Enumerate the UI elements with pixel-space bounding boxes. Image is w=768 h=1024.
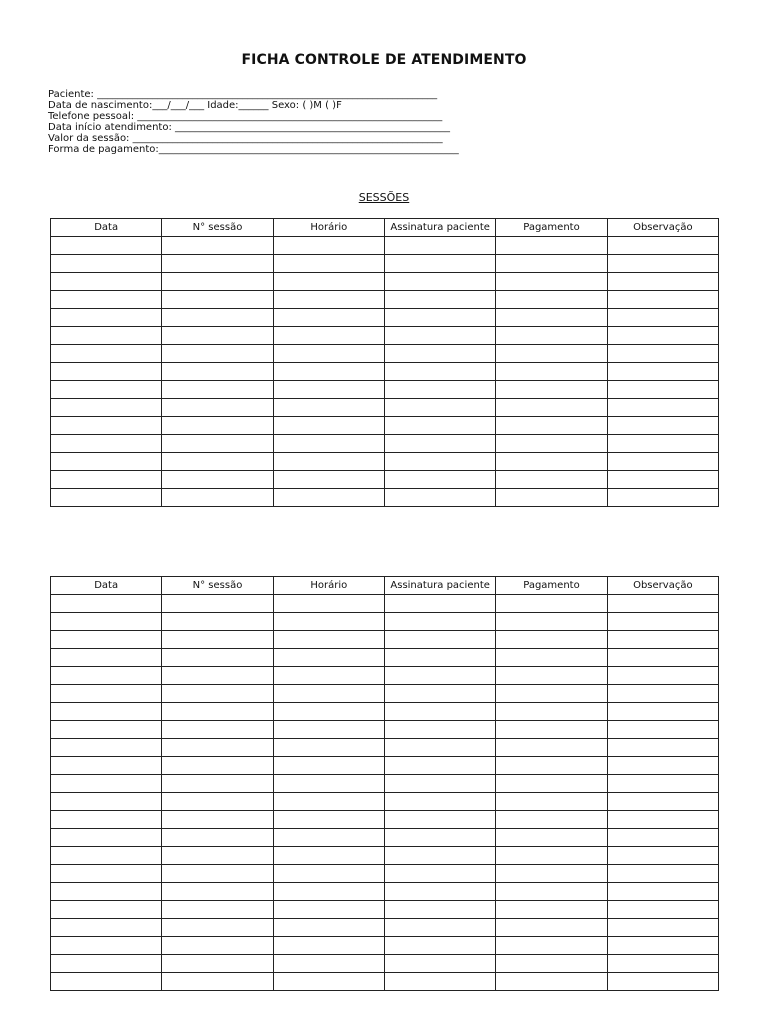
table-cell[interactable] bbox=[384, 291, 495, 309]
table-cell[interactable] bbox=[273, 919, 384, 937]
table-cell[interactable] bbox=[162, 363, 273, 381]
table-cell[interactable] bbox=[51, 273, 162, 291]
table-cell[interactable] bbox=[51, 613, 162, 631]
field-data-nascimento[interactable]: Data de nascimento:___/___/___ Idade:______ Sexo: ( )M ( )F bbox=[48, 100, 342, 111]
table-cell[interactable] bbox=[496, 901, 607, 919]
table-cell[interactable] bbox=[496, 775, 607, 793]
table-cell[interactable] bbox=[51, 955, 162, 973]
table-row bbox=[51, 973, 719, 991]
table-cell[interactable] bbox=[607, 865, 718, 883]
table-cell[interactable] bbox=[273, 381, 384, 399]
table-cell[interactable] bbox=[273, 399, 384, 417]
table-cell[interactable] bbox=[51, 255, 162, 273]
table-cell[interactable] bbox=[607, 721, 718, 739]
table-cell[interactable] bbox=[607, 435, 718, 453]
table-cell[interactable] bbox=[384, 667, 495, 685]
table-cell[interactable] bbox=[162, 631, 273, 649]
table-cell[interactable] bbox=[496, 237, 607, 255]
table-cell[interactable] bbox=[607, 829, 718, 847]
table-cell[interactable] bbox=[273, 273, 384, 291]
table-cell[interactable] bbox=[162, 811, 273, 829]
table-cell[interactable] bbox=[162, 757, 273, 775]
table-cell[interactable] bbox=[384, 829, 495, 847]
table-cell[interactable] bbox=[496, 363, 607, 381]
table-cell[interactable] bbox=[496, 291, 607, 309]
table-cell[interactable] bbox=[607, 631, 718, 649]
table-cell[interactable] bbox=[384, 739, 495, 757]
table-cell[interactable] bbox=[607, 757, 718, 775]
table-cell[interactable] bbox=[384, 237, 495, 255]
table-cell[interactable] bbox=[273, 613, 384, 631]
table-cell[interactable] bbox=[496, 955, 607, 973]
table-cell[interactable] bbox=[51, 703, 162, 721]
table-cell[interactable] bbox=[162, 435, 273, 453]
table-cell[interactable] bbox=[51, 649, 162, 667]
table-cell[interactable] bbox=[496, 865, 607, 883]
table-row bbox=[51, 291, 719, 309]
table-row bbox=[51, 937, 719, 955]
table-cell[interactable] bbox=[607, 973, 718, 991]
table-cell[interactable] bbox=[496, 829, 607, 847]
table-cell[interactable] bbox=[273, 595, 384, 613]
table-cell[interactable] bbox=[607, 847, 718, 865]
table-cell[interactable] bbox=[51, 381, 162, 399]
table-row bbox=[51, 721, 719, 739]
table-row bbox=[51, 883, 719, 901]
table-cell[interactable] bbox=[51, 829, 162, 847]
table-cell[interactable] bbox=[162, 613, 273, 631]
table-cell[interactable] bbox=[384, 327, 495, 345]
table-cell[interactable] bbox=[384, 309, 495, 327]
table-row bbox=[51, 237, 719, 255]
table-cell[interactable] bbox=[496, 435, 607, 453]
table-cell[interactable] bbox=[273, 649, 384, 667]
table-cell[interactable] bbox=[162, 703, 273, 721]
table-cell[interactable] bbox=[273, 901, 384, 919]
table-row bbox=[51, 309, 719, 327]
table-cell[interactable] bbox=[384, 811, 495, 829]
table-cell[interactable] bbox=[607, 685, 718, 703]
table-cell[interactable] bbox=[384, 919, 495, 937]
table-row bbox=[51, 255, 719, 273]
table-row bbox=[51, 901, 719, 919]
table-cell[interactable] bbox=[607, 471, 718, 489]
table-cell[interactable] bbox=[496, 685, 607, 703]
table-cell[interactable] bbox=[162, 291, 273, 309]
table-cell[interactable] bbox=[51, 793, 162, 811]
table-cell[interactable] bbox=[496, 919, 607, 937]
table-cell[interactable] bbox=[607, 739, 718, 757]
table-cell[interactable] bbox=[607, 255, 718, 273]
table-cell[interactable] bbox=[496, 255, 607, 273]
table-cell[interactable] bbox=[273, 345, 384, 363]
table-cell[interactable] bbox=[273, 327, 384, 345]
table-row bbox=[51, 793, 719, 811]
table-cell[interactable] bbox=[384, 937, 495, 955]
table-cell[interactable] bbox=[51, 345, 162, 363]
table-cell[interactable] bbox=[384, 417, 495, 435]
table-cell[interactable] bbox=[273, 291, 384, 309]
table-cell[interactable] bbox=[384, 595, 495, 613]
table-cell[interactable] bbox=[496, 309, 607, 327]
table-row bbox=[51, 595, 719, 613]
table-cell[interactable] bbox=[162, 883, 273, 901]
table-row bbox=[51, 829, 719, 847]
table-cell[interactable] bbox=[607, 703, 718, 721]
table-row bbox=[51, 775, 719, 793]
table-cell[interactable] bbox=[273, 883, 384, 901]
table-body bbox=[51, 595, 719, 991]
table-cell[interactable] bbox=[384, 721, 495, 739]
form-title: FICHA CONTROLE DE ATENDIMENTO bbox=[241, 52, 527, 68]
table-cell[interactable] bbox=[384, 973, 495, 991]
table-row bbox=[51, 327, 719, 345]
table-cell[interactable] bbox=[162, 793, 273, 811]
field-forma-pagamento[interactable]: Forma de pagamento:____________________________________________________________ bbox=[48, 144, 459, 155]
table-cell[interactable] bbox=[162, 667, 273, 685]
table-cell[interactable] bbox=[273, 417, 384, 435]
sessions-table-2 bbox=[50, 576, 719, 991]
table-row bbox=[51, 685, 719, 703]
column-header-data: Data bbox=[51, 577, 162, 595]
column-header-observacao: Observação bbox=[607, 577, 718, 595]
table-cell[interactable] bbox=[273, 255, 384, 273]
table-row bbox=[51, 399, 719, 417]
table-cell[interactable] bbox=[607, 237, 718, 255]
table-cell[interactable] bbox=[384, 399, 495, 417]
table-cell[interactable] bbox=[51, 811, 162, 829]
table-cell[interactable] bbox=[51, 937, 162, 955]
table-cell[interactable] bbox=[607, 417, 718, 435]
table-cell[interactable] bbox=[162, 865, 273, 883]
table-cell[interactable] bbox=[607, 363, 718, 381]
table-cell[interactable] bbox=[496, 453, 607, 471]
table-cell[interactable] bbox=[273, 775, 384, 793]
table-cell[interactable] bbox=[51, 883, 162, 901]
table-cell[interactable] bbox=[51, 309, 162, 327]
column-header-numero-sessao: N° sessão bbox=[162, 577, 273, 595]
table-cell[interactable] bbox=[384, 757, 495, 775]
table-row bbox=[51, 811, 719, 829]
table-cell[interactable] bbox=[384, 345, 495, 363]
table-cell[interactable] bbox=[384, 255, 495, 273]
table-cell[interactable] bbox=[51, 631, 162, 649]
table-row bbox=[51, 345, 719, 363]
table-cell[interactable] bbox=[607, 883, 718, 901]
column-header-assinatura: Assinatura paciente bbox=[384, 577, 495, 595]
table-cell[interactable] bbox=[384, 613, 495, 631]
table-cell[interactable] bbox=[607, 489, 718, 507]
table-cell[interactable] bbox=[273, 973, 384, 991]
table-cell[interactable] bbox=[273, 793, 384, 811]
table-cell[interactable] bbox=[51, 667, 162, 685]
table-cell[interactable] bbox=[273, 435, 384, 453]
table-cell[interactable] bbox=[384, 453, 495, 471]
table-cell[interactable] bbox=[384, 489, 495, 507]
table-cell[interactable] bbox=[607, 667, 718, 685]
table-row bbox=[51, 471, 719, 489]
table-row bbox=[51, 757, 719, 775]
table-row bbox=[51, 435, 719, 453]
table-cell[interactable] bbox=[162, 937, 273, 955]
table-cell[interactable] bbox=[496, 417, 607, 435]
table-row bbox=[51, 865, 719, 883]
table-cell[interactable] bbox=[496, 811, 607, 829]
table-row bbox=[51, 649, 719, 667]
table-cell[interactable] bbox=[607, 327, 718, 345]
table-cell[interactable] bbox=[51, 435, 162, 453]
column-header-horario: Horário bbox=[273, 577, 384, 595]
table-cell[interactable] bbox=[162, 381, 273, 399]
table-cell[interactable] bbox=[51, 919, 162, 937]
table-cell[interactable] bbox=[607, 649, 718, 667]
table-cell[interactable] bbox=[496, 739, 607, 757]
table-cell[interactable] bbox=[607, 901, 718, 919]
table-cell[interactable] bbox=[384, 631, 495, 649]
table-header-row bbox=[51, 219, 719, 237]
table-cell[interactable] bbox=[607, 453, 718, 471]
table-cell[interactable] bbox=[607, 399, 718, 417]
table-cell[interactable] bbox=[51, 453, 162, 471]
column-header-assinatura: Assinatura paciente bbox=[384, 219, 495, 237]
table-cell[interactable] bbox=[51, 721, 162, 739]
table-cell[interactable] bbox=[384, 865, 495, 883]
table-cell[interactable] bbox=[51, 363, 162, 381]
table-cell[interactable] bbox=[51, 291, 162, 309]
table-cell[interactable] bbox=[384, 883, 495, 901]
table-cell[interactable] bbox=[162, 739, 273, 757]
table-cell[interactable] bbox=[162, 255, 273, 273]
table-row bbox=[51, 363, 719, 381]
table-cell[interactable] bbox=[51, 865, 162, 883]
table-cell[interactable] bbox=[496, 471, 607, 489]
table-cell[interactable] bbox=[273, 631, 384, 649]
table-cell[interactable] bbox=[496, 667, 607, 685]
table-cell[interactable] bbox=[162, 471, 273, 489]
table-cell[interactable] bbox=[162, 685, 273, 703]
table-row bbox=[51, 847, 719, 865]
table-cell[interactable] bbox=[162, 453, 273, 471]
table-row bbox=[51, 739, 719, 757]
table-cell[interactable] bbox=[607, 273, 718, 291]
table-cell[interactable] bbox=[607, 937, 718, 955]
table-cell[interactable] bbox=[384, 273, 495, 291]
table-cell[interactable] bbox=[496, 399, 607, 417]
table-cell[interactable] bbox=[51, 775, 162, 793]
table-cell[interactable] bbox=[496, 595, 607, 613]
table-cell[interactable] bbox=[496, 883, 607, 901]
table-cell[interactable] bbox=[162, 973, 273, 991]
table-cell[interactable] bbox=[273, 829, 384, 847]
table-cell[interactable] bbox=[273, 865, 384, 883]
table-cell[interactable] bbox=[384, 793, 495, 811]
column-header-observacao: Observação bbox=[607, 219, 718, 237]
column-header-horario: Horário bbox=[273, 219, 384, 237]
table-cell[interactable] bbox=[384, 775, 495, 793]
column-header-data: Data bbox=[51, 219, 162, 237]
table-cell[interactable] bbox=[273, 309, 384, 327]
table-row bbox=[51, 273, 719, 291]
column-header-pagamento: Pagamento bbox=[496, 577, 607, 595]
table-cell[interactable] bbox=[51, 595, 162, 613]
table-cell[interactable] bbox=[273, 667, 384, 685]
table-cell[interactable] bbox=[51, 901, 162, 919]
table-cell[interactable] bbox=[273, 847, 384, 865]
table-cell[interactable] bbox=[273, 685, 384, 703]
table-cell[interactable] bbox=[273, 937, 384, 955]
table-cell[interactable] bbox=[607, 345, 718, 363]
table-cell[interactable] bbox=[607, 955, 718, 973]
table-cell[interactable] bbox=[51, 973, 162, 991]
table-row bbox=[51, 703, 719, 721]
table-row bbox=[51, 453, 719, 471]
table-cell[interactable] bbox=[51, 327, 162, 345]
table-cell[interactable] bbox=[51, 847, 162, 865]
table-cell[interactable] bbox=[496, 345, 607, 363]
table-cell[interactable] bbox=[51, 237, 162, 255]
table-cell[interactable] bbox=[607, 291, 718, 309]
table-cell[interactable] bbox=[607, 793, 718, 811]
table-cell[interactable] bbox=[162, 901, 273, 919]
table-cell[interactable] bbox=[162, 847, 273, 865]
table-cell[interactable] bbox=[496, 793, 607, 811]
table-cell[interactable] bbox=[607, 919, 718, 937]
table-cell[interactable] bbox=[496, 721, 607, 739]
table-cell[interactable] bbox=[273, 237, 384, 255]
table-cell[interactable] bbox=[162, 273, 273, 291]
table-cell[interactable] bbox=[384, 381, 495, 399]
table-cell[interactable] bbox=[607, 309, 718, 327]
table-cell[interactable] bbox=[162, 489, 273, 507]
table-cell[interactable] bbox=[607, 811, 718, 829]
table-cell[interactable] bbox=[496, 273, 607, 291]
table-row bbox=[51, 417, 719, 435]
table-cell[interactable] bbox=[384, 649, 495, 667]
table-cell[interactable] bbox=[496, 381, 607, 399]
table-cell[interactable] bbox=[496, 703, 607, 721]
patient-info-fields bbox=[48, 89, 459, 155]
table-row bbox=[51, 381, 719, 399]
table-row bbox=[51, 955, 719, 973]
field-data-inicio[interactable]: Data início atendimento: _______________________________________________________ bbox=[48, 122, 451, 133]
table-cell[interactable] bbox=[273, 811, 384, 829]
table-cell[interactable] bbox=[51, 685, 162, 703]
table-cell[interactable] bbox=[51, 757, 162, 775]
column-header-numero-sessao: N° sessão bbox=[162, 219, 273, 237]
table-cell[interactable] bbox=[384, 847, 495, 865]
table-cell[interactable] bbox=[607, 381, 718, 399]
table-cell[interactable] bbox=[273, 471, 384, 489]
table-header-row bbox=[51, 577, 719, 595]
table-cell[interactable] bbox=[273, 739, 384, 757]
table-cell[interactable] bbox=[496, 937, 607, 955]
table-cell[interactable] bbox=[162, 237, 273, 255]
table-cell[interactable] bbox=[384, 685, 495, 703]
column-header-pagamento: Pagamento bbox=[496, 219, 607, 237]
table-cell[interactable] bbox=[607, 775, 718, 793]
table-cell[interactable] bbox=[162, 345, 273, 363]
table-cell[interactable] bbox=[51, 489, 162, 507]
table-cell[interactable] bbox=[273, 721, 384, 739]
table-cell[interactable] bbox=[496, 613, 607, 631]
table-cell[interactable] bbox=[162, 775, 273, 793]
table-cell[interactable] bbox=[607, 595, 718, 613]
table-cell[interactable] bbox=[496, 631, 607, 649]
table-row bbox=[51, 631, 719, 649]
table-body bbox=[51, 237, 719, 507]
table-cell[interactable] bbox=[162, 417, 273, 435]
table-cell[interactable] bbox=[384, 703, 495, 721]
table-cell[interactable] bbox=[51, 471, 162, 489]
table-cell[interactable] bbox=[273, 453, 384, 471]
table-cell[interactable] bbox=[162, 919, 273, 937]
section-heading-sessoes: SESSÕES bbox=[358, 191, 410, 204]
table-cell[interactable] bbox=[496, 649, 607, 667]
table-row bbox=[51, 613, 719, 631]
table-cell[interactable] bbox=[51, 399, 162, 417]
table-cell[interactable] bbox=[496, 757, 607, 775]
table-cell[interactable] bbox=[162, 309, 273, 327]
sessions-table-1 bbox=[50, 218, 719, 507]
table-cell[interactable] bbox=[162, 721, 273, 739]
field-valor-sessao[interactable]: Valor da sessão: ______________________________________________________________ bbox=[48, 133, 443, 144]
table-cell[interactable] bbox=[496, 847, 607, 865]
table-cell[interactable] bbox=[162, 399, 273, 417]
table-cell[interactable] bbox=[162, 327, 273, 345]
table-cell[interactable] bbox=[384, 955, 495, 973]
table-cell[interactable] bbox=[496, 973, 607, 991]
table-cell[interactable] bbox=[384, 471, 495, 489]
field-telefone[interactable]: Telefone pessoal: _____________________________________________________________ bbox=[48, 111, 443, 122]
table-cell[interactable] bbox=[273, 955, 384, 973]
table-cell[interactable] bbox=[384, 435, 495, 453]
table-cell[interactable] bbox=[51, 417, 162, 435]
table-cell[interactable] bbox=[496, 327, 607, 345]
table-cell[interactable] bbox=[384, 363, 495, 381]
table-cell[interactable] bbox=[273, 703, 384, 721]
table-cell[interactable] bbox=[496, 489, 607, 507]
table-row bbox=[51, 667, 719, 685]
table-cell[interactable] bbox=[273, 363, 384, 381]
table-cell[interactable] bbox=[162, 829, 273, 847]
table-cell[interactable] bbox=[162, 595, 273, 613]
table-cell[interactable] bbox=[273, 757, 384, 775]
table-cell[interactable] bbox=[273, 489, 384, 507]
table-cell[interactable] bbox=[162, 649, 273, 667]
table-cell[interactable] bbox=[384, 901, 495, 919]
table-row bbox=[51, 489, 719, 507]
table-cell[interactable] bbox=[162, 955, 273, 973]
table-row bbox=[51, 919, 719, 937]
table-cell[interactable] bbox=[51, 739, 162, 757]
field-paciente[interactable]: Paciente: ____________________________________________________________________ bbox=[48, 89, 438, 100]
table-cell[interactable] bbox=[607, 613, 718, 631]
